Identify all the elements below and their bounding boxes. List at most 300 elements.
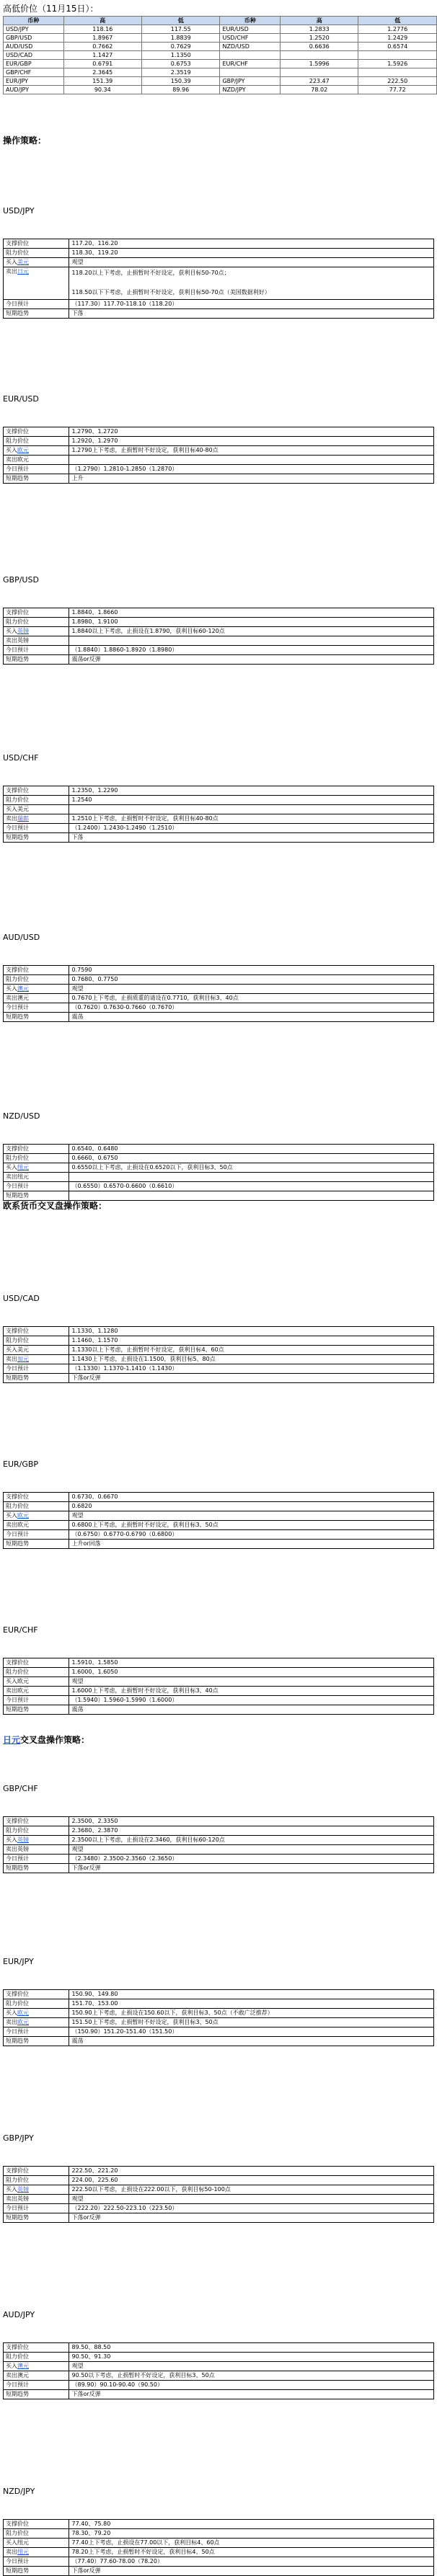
strategy-table (3, 1144, 434, 1201)
table-cell: 0.7662 (63, 43, 141, 51)
row-value: 0.6550以上下考虑，止损设在0.6520以下，获利目标3、50点 (69, 1163, 434, 1173)
row-value: 0.7680、0.7750 (69, 975, 434, 985)
table-cell: 1.2833 (281, 25, 358, 34)
row-label (4, 258, 69, 267)
row-label-text: 买入美元 (6, 1346, 29, 1353)
row-label (4, 1540, 69, 1549)
row-label (4, 994, 69, 1003)
row-label (4, 2204, 69, 2213)
row-label-text: 支撑价位 (6, 2521, 29, 2527)
row-label (4, 456, 69, 465)
row-value: 1.8980、1.9100 (69, 618, 434, 627)
row-value: 224.00、225.60 (69, 2176, 434, 2185)
table-cell (358, 51, 437, 60)
header-cell: 低 (142, 17, 220, 25)
row-label (4, 1013, 69, 1022)
table-cell: AUD/USD (4, 43, 64, 51)
row-label-text: 今日预计 (6, 647, 29, 653)
currency-link[interactable]: 瑞郎 (17, 815, 29, 822)
row-label-text: 阻力价位 (6, 976, 29, 982)
table-row (4, 833, 434, 843)
row-value: 118.30、119.20 (69, 249, 434, 258)
strategy-table (3, 1816, 434, 1873)
row-label-text: 支撑价位 (6, 1145, 29, 1152)
table-cell: AUD/JPY (4, 86, 64, 94)
currency-link[interactable]: 加元 (17, 1356, 29, 1362)
row-label-text: 支撑价位 (6, 240, 29, 247)
row-value: 1.1460、1.1570 (69, 1336, 434, 1346)
row-value: 0.6800上下考虑，止损暂时不好设定，获利目标3、50点 (69, 1521, 434, 1530)
table-row (4, 2548, 434, 2557)
row-value: 1.2540 (69, 796, 434, 805)
row-value: 90.50、91.30 (69, 2353, 434, 2362)
row-label-text: 买入 (6, 628, 17, 634)
table-row (4, 975, 434, 985)
table-cell: GBP/USD (4, 34, 64, 43)
row-value: 2.3500、2.3350 (69, 1817, 434, 1826)
table-row (4, 1163, 434, 1173)
row-label-text: 卖出英镑 (6, 637, 29, 644)
row-value: 观望 (69, 1845, 434, 1855)
row-label-text: 阻力价位 (6, 2000, 29, 2007)
row-label-text: 买入欧元 (6, 1678, 29, 1684)
table-cell: 223.47 (281, 77, 358, 86)
table-row (4, 34, 437, 43)
table-row (4, 1374, 434, 1383)
strategy-table (3, 239, 434, 319)
table-row (4, 1145, 434, 1154)
table-row (4, 456, 434, 465)
row-value: 0.6660、0.6750 (69, 1154, 434, 1163)
table-cell (281, 68, 358, 77)
row-label-text: 短期趋势 (6, 2567, 29, 2574)
row-label (4, 1493, 69, 1502)
row-label-text: 支撑价位 (6, 1659, 29, 1666)
table-row (4, 25, 437, 34)
table-cell (220, 51, 281, 60)
row-label (4, 249, 69, 258)
table-row (4, 1173, 434, 1182)
row-value-line: 118.20以上下考虑，止损暂时不好设定，获利目标50-70点； (71, 270, 230, 276)
table-cell: NZD/USD (220, 43, 281, 51)
table-row (4, 1826, 434, 1836)
row-value: 下落or反弹 (69, 2390, 434, 2399)
table-row (4, 2195, 434, 2204)
table-row (4, 437, 434, 446)
row-label (4, 2195, 69, 2204)
row-label (4, 2371, 69, 2381)
row-label (4, 1668, 69, 1677)
table-row (4, 985, 434, 994)
row-value: 下落 (69, 833, 434, 843)
row-value: 90.50以下考虑，止损暂时不好设定，获利目标3、50点 (69, 2371, 434, 2381)
row-label-text: 短期趋势 (6, 2038, 29, 2044)
row-value: （0.6550）0.6570-0.6600（0.6610） (69, 1182, 434, 1191)
row-label-text: 今日预计 (6, 2205, 29, 2211)
table-row (4, 2520, 434, 2529)
row-label (4, 465, 69, 474)
table-row (4, 1154, 434, 1163)
row-value: 1.2920、1.2970 (69, 437, 434, 446)
table-row (4, 1511, 434, 1521)
row-value: （89.90）90.10-90.40（90.50） (69, 2381, 434, 2390)
table-row (4, 2539, 434, 2548)
row-label-text: 支撑价位 (6, 428, 29, 435)
row-label (4, 2343, 69, 2353)
pair-heading: NZD/JPY (3, 2487, 35, 2496)
row-label (4, 1364, 69, 1374)
row-label (4, 1845, 69, 1855)
row-label-text: 短期趋势 (6, 1540, 29, 1547)
table-cell: 1.2520 (281, 34, 358, 43)
high-low-table (3, 16, 437, 94)
row-label (4, 2353, 69, 2362)
row-label (4, 2548, 69, 2557)
table-row (4, 1705, 434, 1715)
table-cell (281, 51, 358, 60)
table-cell: GBP/JPY (220, 77, 281, 86)
table-row (4, 2213, 434, 2223)
table-row (4, 1999, 434, 2009)
table-row (4, 446, 434, 456)
pair-heading: AUD/JPY (3, 2310, 35, 2319)
header-cell: 币种 (220, 17, 281, 25)
table-row (4, 1336, 434, 1346)
table-row (4, 2018, 434, 2028)
currency-link[interactable]: 欧元 (17, 1512, 29, 1519)
row-label-text: 今日预计 (6, 466, 29, 472)
row-label-text: 卖出英镑 (6, 1846, 29, 1852)
row-label-text: 卖出英镑 (6, 2195, 29, 2202)
row-value: 下落or反弹 (69, 2567, 434, 2576)
row-value (69, 1191, 434, 1201)
page-title: 高低价位（11月15日）： (3, 4, 99, 14)
table-row (4, 796, 434, 805)
table-row (4, 86, 437, 94)
row-value: 2.3680、2.3870 (69, 1826, 434, 1836)
table-row (4, 1696, 434, 1705)
row-label (4, 1511, 69, 1521)
row-label-text: 买入 (6, 447, 17, 453)
row-label-text: 阻力价位 (6, 438, 29, 444)
row-label (4, 1696, 69, 1705)
yen-link[interactable]: 日元 (3, 1735, 21, 1745)
pair-heading: EUR/JPY (3, 1957, 34, 1966)
table-cell: 1.8839 (142, 34, 220, 43)
row-label-text: 阻力价位 (6, 618, 29, 625)
row-label (4, 2176, 69, 2185)
row-label-text: 卖出 (6, 1356, 17, 1362)
row-value: 150.90上下考虑，止损设在150.60以下，获利目标3、50点（不敢广泛推荐） (69, 2009, 434, 2018)
row-label-text: 短期趋势 (6, 1374, 29, 1381)
row-value (69, 267, 434, 300)
row-label-text: 卖出 (6, 2549, 17, 2555)
table-cell: 1.5996 (281, 60, 358, 68)
row-value: 2.3500以上下考虑，止损设在2.3460，获利目标60-120点 (69, 1836, 434, 1845)
row-label (4, 1327, 69, 1336)
row-value: 观望 (69, 258, 434, 267)
table-cell: USD/JPY (4, 25, 64, 34)
high-low-header-row (4, 17, 437, 25)
row-value: 下落 (69, 309, 434, 319)
table-row (4, 1677, 434, 1687)
currency-link[interactable]: 纽元 (17, 2549, 29, 2555)
currency-link[interactable]: 欧元 (17, 2019, 29, 2025)
row-value (69, 805, 434, 814)
table-cell (220, 68, 281, 77)
row-value: 1.1330、1.1280 (69, 1327, 434, 1336)
row-label-text: 今日预计 (6, 2381, 29, 2388)
row-label (4, 824, 69, 833)
row-label (4, 309, 69, 319)
row-label (4, 1677, 69, 1687)
header-cell: 币种 (4, 17, 64, 25)
currency-link[interactable]: 澳元 (17, 2363, 29, 2369)
strategy-table (3, 427, 434, 484)
table-row (4, 814, 434, 824)
currency-link[interactable]: 日元 (17, 268, 29, 275)
row-label (4, 2018, 69, 2028)
row-label-text: 今日预计 (6, 1004, 29, 1011)
row-label-text: 短期趋势 (6, 1706, 29, 1713)
row-value: 89.50、88.50 (69, 2343, 434, 2353)
table-row (4, 1540, 434, 1549)
row-value: 78.30、79.20 (69, 2529, 434, 2539)
table-row (4, 1364, 434, 1374)
table-row (4, 1355, 434, 1364)
table-row (4, 655, 434, 665)
row-label (4, 1182, 69, 1191)
table-row (4, 258, 434, 267)
row-label (4, 300, 69, 309)
table-row (4, 474, 434, 484)
table-cell: 0.7629 (142, 43, 220, 51)
pair-heading: EUR/CHF (3, 1625, 38, 1635)
euro-cross-heading: 欧系货币交叉盘操作策略： (3, 1201, 107, 1211)
row-value: 0.6730、0.6670 (69, 1493, 434, 1502)
row-value: 77.40、75.80 (69, 2520, 434, 2529)
row-label-text: 短期趋势 (6, 656, 29, 662)
row-label-text: 今日预计 (6, 1365, 29, 1372)
row-label-text: 支撑价位 (6, 1328, 29, 1334)
table-row (4, 239, 434, 249)
table-row (4, 1658, 434, 1668)
row-label-text: 短期趋势 (6, 1192, 29, 1199)
currency-link[interactable]: 澳元 (17, 985, 29, 992)
row-value: 观望 (69, 2195, 434, 2204)
table-cell: NZD/JPY (220, 86, 281, 94)
row-label (4, 1163, 69, 1173)
row-value: （1.5940）1.5960-1.5990（1.6000） (69, 1696, 434, 1705)
pair-heading: USD/CAD (3, 1294, 40, 1303)
row-label (4, 474, 69, 484)
table-row (4, 68, 437, 77)
row-value: （150.90）151.20-151.40（151.50） (69, 2028, 434, 2037)
row-label-text: 卖出 (6, 2019, 17, 2025)
table-row (4, 2353, 434, 2362)
row-label (4, 2529, 69, 2539)
table-row (4, 2362, 434, 2371)
table-cell: 78.02 (281, 86, 358, 94)
table-row (4, 618, 434, 627)
row-value: 1.1430上下考虑，止损设在1.1500，获利目标5、80点 (69, 1355, 434, 1364)
table-cell: 2.3519 (142, 68, 220, 77)
row-value: 上升 (69, 474, 434, 484)
table-cell: 1.2776 (358, 25, 437, 34)
row-value: 下落or反弹 (69, 1864, 434, 1873)
row-value: （1.8840）1.8860-1.8920（1.8980） (69, 646, 434, 655)
table-row (4, 300, 434, 309)
row-label (4, 1355, 69, 1364)
table-row (4, 1855, 434, 1864)
row-label-text: 今日预计 (6, 825, 29, 831)
header-cell: 高 (281, 17, 358, 25)
row-label-text: 买入 (6, 2363, 17, 2369)
row-label (4, 636, 69, 646)
row-value: （0.7620）0.7630-0.7660（0.7670） (69, 1003, 434, 1013)
row-label (4, 2539, 69, 2548)
row-label-text: 买入美元 (6, 806, 29, 812)
row-value: 1.2350、1.2290 (69, 786, 434, 796)
pair-heading: USD/JPY (3, 206, 35, 216)
strategy-table (3, 2166, 434, 2223)
strategy-heading: 操作策略： (3, 136, 47, 146)
table-cell: 1.5926 (358, 60, 437, 68)
table-row (4, 1687, 434, 1696)
row-value: 上升or回落 (69, 1540, 434, 1549)
row-label-text: 短期趋势 (6, 1865, 29, 1871)
row-value: 1.6000、1.6050 (69, 1668, 434, 1677)
row-label (4, 1817, 69, 1826)
row-label (4, 2213, 69, 2223)
currency-link[interactable]: 英镑 (17, 1836, 29, 1843)
table-cell: USD/CAD (4, 51, 64, 60)
row-label (4, 655, 69, 665)
table-row (4, 636, 434, 646)
row-label (4, 437, 69, 446)
row-label-text: 买入 (6, 1164, 17, 1171)
table-cell: 89.96 (142, 86, 220, 94)
table-row (4, 2557, 434, 2567)
table-row (4, 1530, 434, 1540)
row-label (4, 796, 69, 805)
row-label (4, 2185, 69, 2195)
row-value: （117.30）117.70-118.10（118.20） (69, 300, 434, 309)
row-label (4, 446, 69, 456)
table-row (4, 2343, 434, 2353)
row-label (4, 2557, 69, 2567)
strategy-table (3, 786, 434, 843)
row-label-text: 买入 (6, 1512, 17, 1519)
table-row (4, 1668, 434, 1677)
row-value: 震荡 (69, 1013, 434, 1022)
pair-heading: USD/CHF (3, 753, 39, 763)
row-value: 222.50、221.20 (69, 2167, 434, 2176)
table-cell: 77.72 (358, 86, 437, 94)
yen-cross-heading-text: 交叉盘操作策略： (20, 1735, 90, 1745)
row-label-text: 卖出澳元 (6, 2372, 29, 2379)
table-cell: 1.1350 (142, 51, 220, 60)
currency-link[interactable]: 英镑 (17, 2186, 29, 2193)
row-label-text: 卖出澳元 (6, 995, 29, 1001)
row-value: 震荡 (69, 1705, 434, 1715)
row-label-text: 买入 (6, 2009, 17, 2016)
row-value: （77.40）77.60-78.00（78.20） (69, 2557, 434, 2567)
row-label-text: 卖出欧元 (6, 1522, 29, 1528)
table-cell: 222.50 (358, 77, 437, 86)
row-label (4, 239, 69, 249)
row-label-text: 支撑价位 (6, 787, 29, 794)
row-value: 150.90、149.80 (69, 1990, 434, 1999)
row-value: 震荡or反弹 (69, 655, 434, 665)
row-label (4, 975, 69, 985)
row-label (4, 1336, 69, 1346)
table-row (4, 2009, 434, 2018)
table-row (4, 267, 434, 300)
table-row (4, 2167, 434, 2176)
header-cell: 高 (63, 17, 141, 25)
row-label (4, 1003, 69, 1013)
table-cell: EUR/GBP (4, 60, 64, 68)
table-cell: 0.6574 (358, 43, 437, 51)
currency-link[interactable]: 欧元 (17, 447, 29, 453)
row-label-text: 今日预计 (6, 2028, 29, 2035)
table-row (4, 2204, 434, 2213)
strategy-table (3, 1492, 434, 1549)
table-cell: USD/CHF (220, 34, 281, 43)
strategy-table (3, 2342, 434, 2399)
row-label-text: 支撑价位 (6, 967, 29, 973)
currency-link[interactable]: 纽元 (17, 1164, 29, 1171)
row-label (4, 427, 69, 437)
row-label (4, 1154, 69, 1163)
row-label (4, 618, 69, 627)
table-row (4, 1864, 434, 1873)
currency-link[interactable]: 美元 (17, 259, 29, 265)
row-value (69, 636, 434, 646)
table-cell: EUR/USD (220, 25, 281, 34)
table-row (4, 1003, 434, 1013)
table-row (4, 465, 434, 474)
row-label-text: 今日预计 (6, 1183, 29, 1189)
row-label (4, 1855, 69, 1864)
currency-link[interactable]: 欧元 (17, 2009, 29, 2016)
row-label-text: 阻力价位 (6, 1669, 29, 1675)
row-label-text: 今日预计 (6, 1855, 29, 1862)
table-row (4, 60, 437, 68)
row-value: （1.2400）1.2430-1.2490（1.2510） (69, 824, 434, 833)
row-label-text: 阻力价位 (6, 2177, 29, 2183)
table-row (4, 2037, 434, 2046)
row-label (4, 2390, 69, 2399)
row-value: 1.1330以上下考虑，止损暂时不好设定，获利目标4、60点 (69, 1346, 434, 1355)
strategy-table (3, 1326, 434, 1383)
table-row (4, 786, 434, 796)
row-value: 1.8840以上下考虑，止损设在1.8790，获利目标60-120点 (69, 627, 434, 636)
row-value: 0.7590 (69, 966, 434, 975)
row-value-line: 118.50以下下考虑，止损暂时不好设定，获利目标50-70点（美国数据利好） (71, 289, 270, 296)
table-row (4, 994, 434, 1003)
row-label (4, 627, 69, 636)
row-label (4, 1687, 69, 1696)
currency-link[interactable]: 英镑 (17, 628, 29, 634)
row-value: 1.2790上下考虑，止损暂时不好设定，获利目标40-80点 (69, 446, 434, 456)
row-label (4, 833, 69, 843)
row-label-text: 买入 (6, 259, 17, 265)
table-cell: 150.39 (142, 77, 220, 86)
row-label-text: 短期趋势 (6, 2214, 29, 2221)
table-cell: 90.34 (63, 86, 141, 94)
